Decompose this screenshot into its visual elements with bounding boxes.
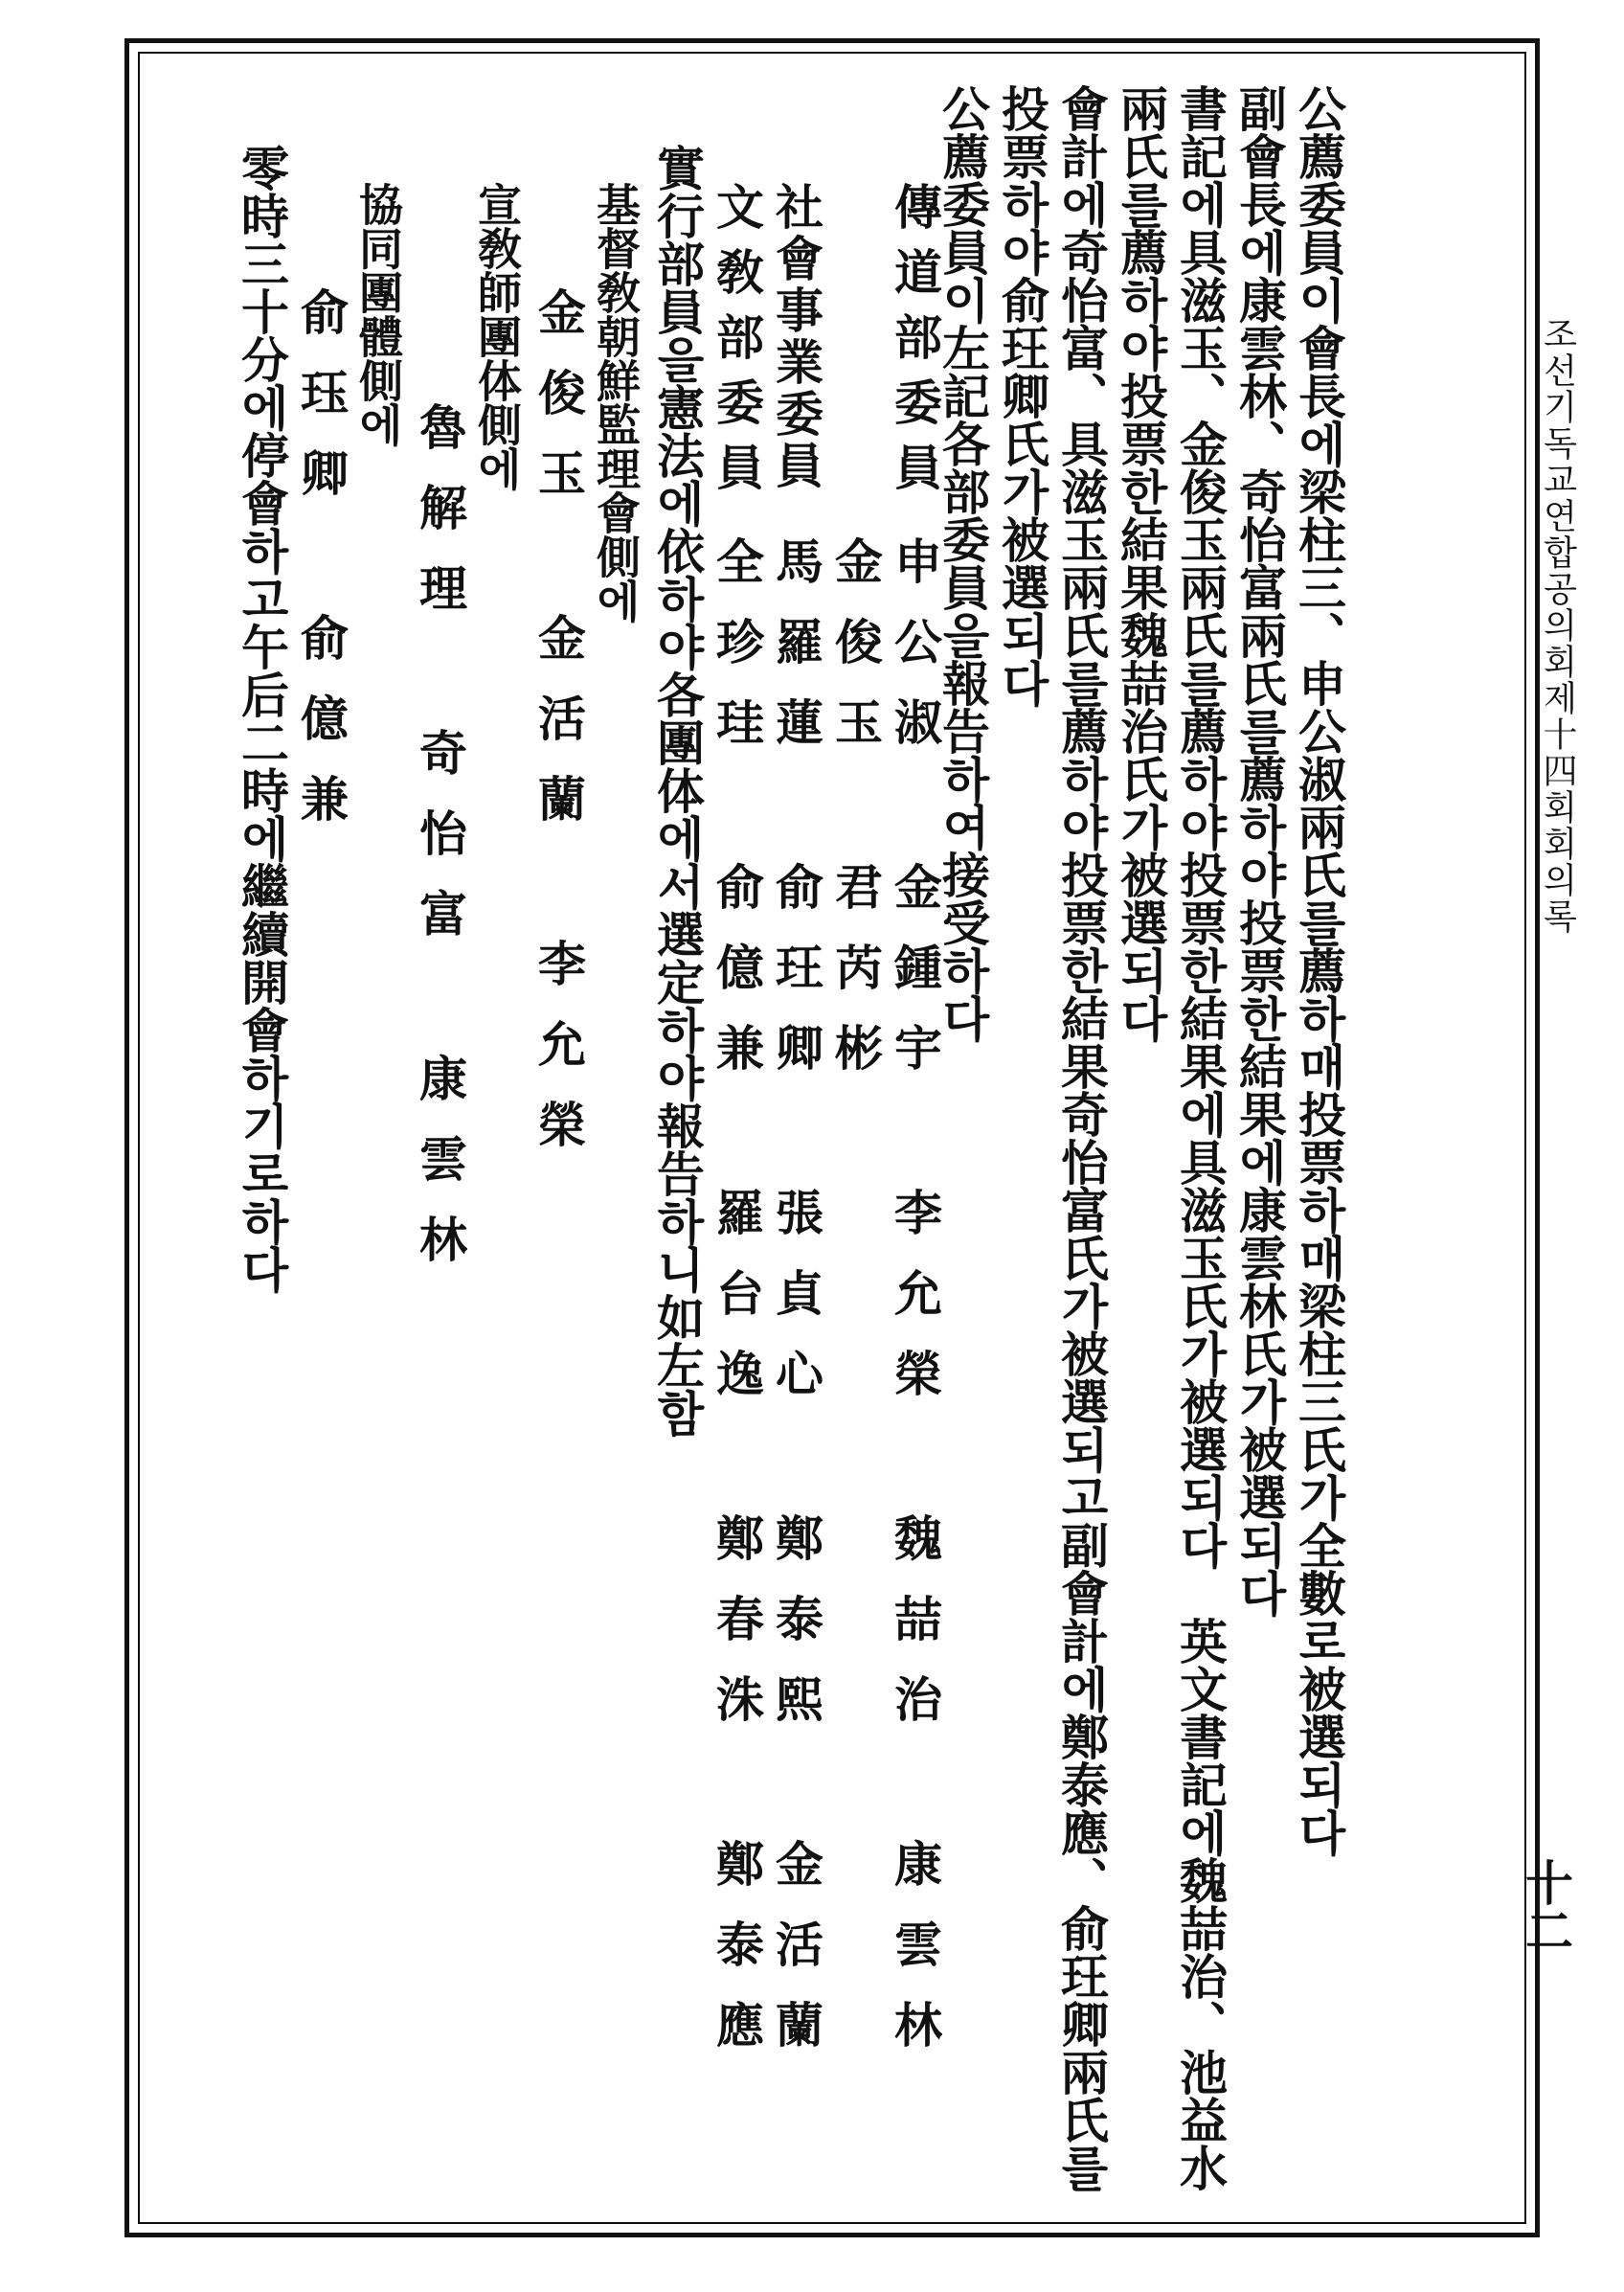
group-member: 俞億兼 xyxy=(293,613,350,854)
committee-member: 魏喆治 xyxy=(887,1513,943,1755)
committee-member: 鄭泰熙 xyxy=(768,1513,824,1755)
closing-remark: 零時三十分에停會하고午后二時에繼續開會하기로하다 xyxy=(234,144,290,1293)
paragraph-3: 書記에具滋玉、金俊玉兩氏를薦하야投票한結果에具滋玉氏가被選되다 英文書記에魏喆治、池益水 xyxy=(1172,84,1229,2191)
committee-member: 俞玨卿 xyxy=(768,862,824,1103)
committee-education-label: 文敎部委員 xyxy=(709,182,765,508)
committee-member: 康雲林 xyxy=(887,1839,943,2080)
paragraph-5: 會計에奇怡富、具滋玉兩氏를薦하야投票한結果奇怡富氏가被選되고副會計에鄭泰應、俞玨卿兩氏를 xyxy=(1053,84,1110,2191)
committee-evangelism-label: 傳道部委員 xyxy=(887,182,943,508)
paragraph-6: 投票하야俞玨卿氏가被選되다 xyxy=(994,84,1050,707)
committee-member: 李允榮 xyxy=(887,1188,943,1429)
running-title: 조선기독교연합공의회제十四회회의록 xyxy=(1538,316,1577,935)
group-member: 金俊玉 xyxy=(530,287,587,529)
committee-member: 馬羅蓮 xyxy=(768,536,824,778)
paragraph-4: 兩氏를薦하야投票한結果魏喆治氏가被選되다 xyxy=(1113,84,1169,1042)
committee-member: 鄭春洙 xyxy=(709,1513,765,1755)
committee-member: 金活蘭 xyxy=(768,1839,824,2080)
group-member: 俞珏卿 xyxy=(293,287,350,529)
page-number: 十二 xyxy=(1518,1858,1574,1954)
paragraph-7: 公薦委員이左記各部委員을報告하여接受하다 xyxy=(935,84,991,1042)
committee-member: 全珍珪 xyxy=(709,536,765,778)
group-member: 康雲林 xyxy=(412,1054,468,1295)
committee-social-label: 社會事業委員 xyxy=(768,182,824,492)
group-member: 奇怡富 xyxy=(412,728,468,969)
committee-member: 羅台逸 xyxy=(709,1188,765,1429)
group-member: 魯解理 xyxy=(412,402,468,644)
group-member: 李允榮 xyxy=(530,939,587,1180)
executive-intro: 實行部員을憲法에依하야各團体에서選定하야報告하니如左함 xyxy=(649,144,706,1437)
committee-member: 申公淑 xyxy=(887,536,943,778)
committee-member: 金俊玉 xyxy=(827,536,884,778)
group-member: 金活蘭 xyxy=(530,613,587,854)
paragraph-2: 副會長에康雲林、奇怡富兩氏를薦하야投票한結果에康雲林氏가被選되다 xyxy=(1231,84,1288,1617)
committee-member: 金鍾宇 xyxy=(887,862,943,1103)
committee-member: 鄭泰應 xyxy=(709,1839,765,2080)
group-methodist-label: 基督敎朝鮮監理會側에 xyxy=(590,182,642,623)
group-cooperative-label: 協同團體側에 xyxy=(352,182,404,446)
group-missionary-label: 宣敎師團体側에 xyxy=(471,182,523,490)
committee-member: 俞億兼 xyxy=(709,862,765,1103)
committee-member: 張貞心 xyxy=(768,1188,824,1429)
paragraph-1: 公薦委員이會長에梁柱三、申公淑兩氏를薦하매投票하매梁柱三氏가全數로被選되다 xyxy=(1291,84,1347,1856)
committee-member: 君芮彬 xyxy=(827,862,884,1103)
